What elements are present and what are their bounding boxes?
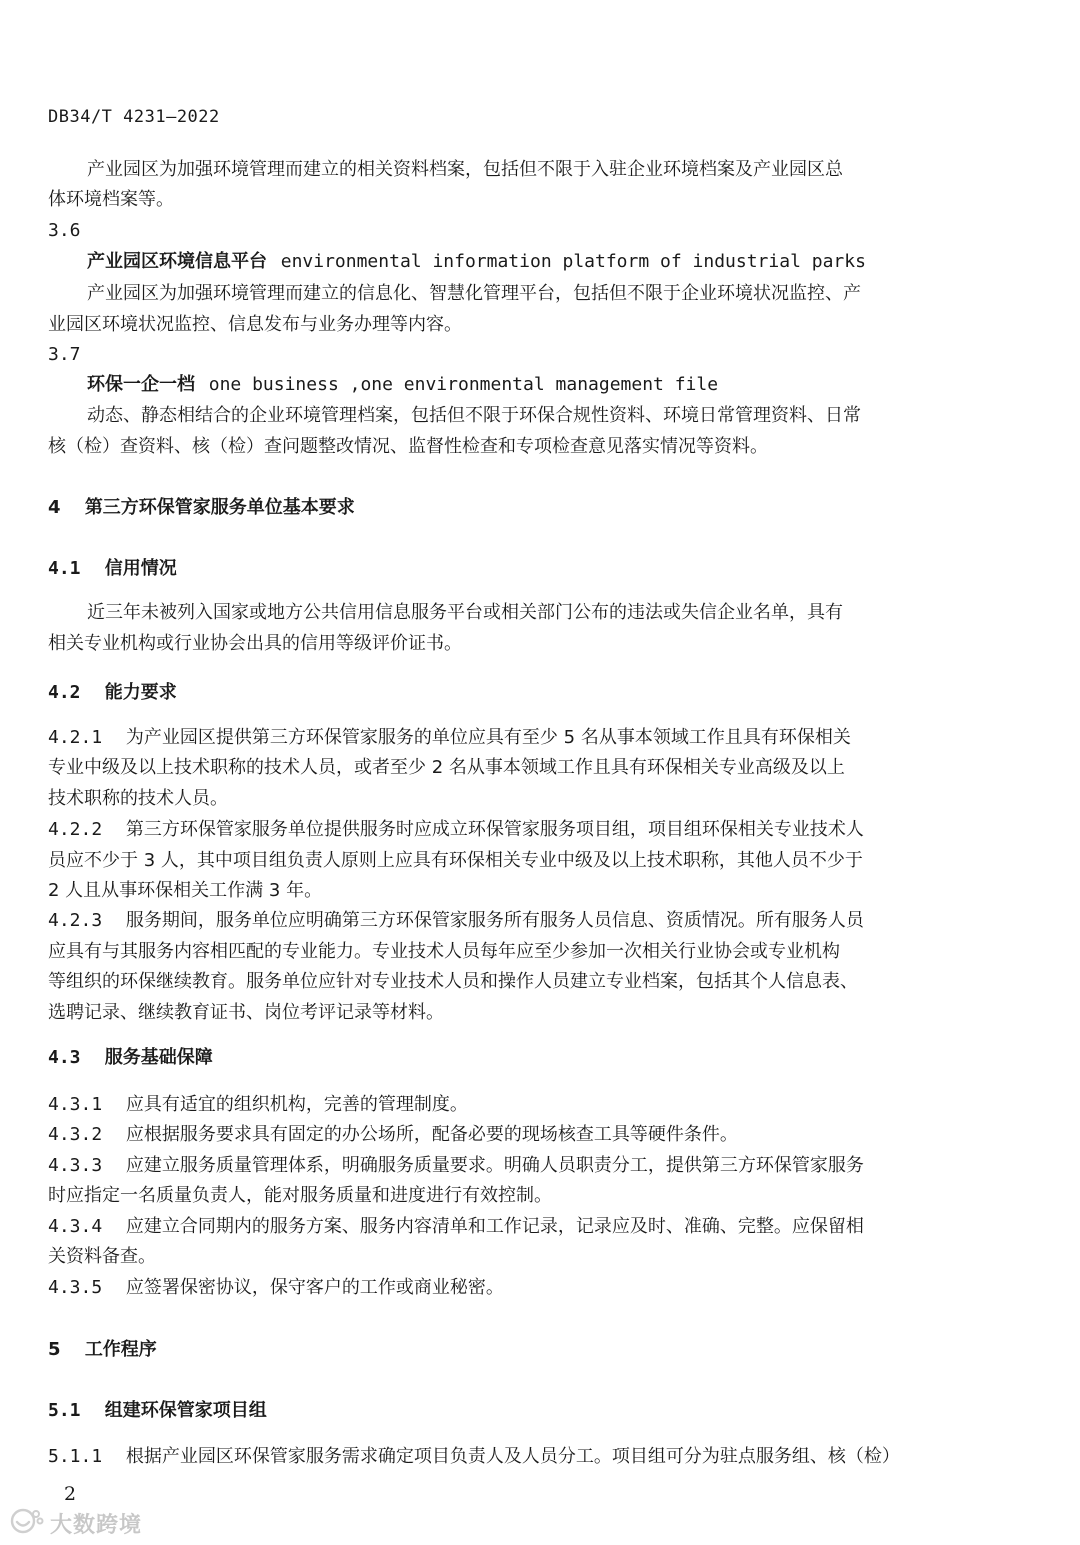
paragraph-line: 核（检）查资料、核（检）查问题整改情况、监督性检查和专项检查意见落实情况等资料。 — [48, 436, 768, 457]
paragraph-line: 关资料备查。 — [48, 1246, 156, 1267]
clause-number: 4.3.5 — [48, 1277, 103, 1298]
paragraph-line: 相关专业机构或行业协会出具的信用等级评价证书。 — [48, 633, 462, 654]
clause-4-2-2 — [48, 818, 864, 842]
paragraph-line: 时应指定一名质量负责人，能对服务质量和进度进行有效控制。 — [48, 1185, 552, 1206]
clause-text: 服务期间，服务单位应明确第三方环保管家服务所有服务人员信息、资质情况。所有服务人员 — [125, 910, 864, 931]
section-number: 4.2 — [48, 682, 81, 703]
paragraph-line: 体环境档案等。 — [48, 189, 174, 210]
section-heading-4 — [48, 496, 355, 520]
section-title: 信用情况 — [104, 558, 177, 579]
section-number: 4 — [48, 497, 61, 518]
clause-4-3-5 — [48, 1276, 504, 1300]
clause-text: 第三方环保管家服务单位提供服务时应成立环保管家服务项目组，项目组环保相关专业技术人 — [125, 819, 864, 840]
term-3-7 — [87, 373, 718, 397]
section-number: 4.3 — [48, 1047, 81, 1068]
clause-text: 应签署保密协议，保守客户的工作或商业秘密。 — [125, 1277, 504, 1298]
clause-text: 应具有适宜的组织机构，完善的管理制度。 — [125, 1094, 468, 1115]
paragraph-line: 近三年未被列入国家或地方公共信用信息服务平台或相关部门公布的违法或失信企业名单，具有 — [87, 602, 843, 623]
watermark — [10, 1508, 142, 1538]
clause-text: 应建立合同期内的服务方案、服务内容清单和工作记录，记录应及时、准确、完整。应保留相 — [125, 1216, 864, 1237]
clause-text: 根据产业园区环保管家服务需求确定项目负责人及人员分工。项目组可分为驻点服务组、核（检） — [125, 1446, 900, 1467]
clause-number: 4.3.4 — [48, 1216, 103, 1237]
term-3-6 — [87, 250, 866, 274]
clause-number: 4.3.1 — [48, 1094, 103, 1115]
paragraph-line: 产业园区为加强环境管理而建立的相关资料档案，包括但不限于入驻企业环境档案及产业园区总 — [87, 159, 843, 180]
section-heading-5 — [48, 1338, 157, 1362]
paragraph-line: 员应不少于 3 人，其中项目组负责人原则上应具有环保相关专业中级及以上技术职称，其他人员不少于 — [48, 850, 863, 871]
clause-number: 4.2.3 — [48, 910, 103, 931]
clause-text: 应根据服务要求具有固定的办公场所，配备必要的现场核查工具等硬件条件。 — [125, 1124, 738, 1145]
section-heading-4-2 — [48, 681, 177, 705]
clause-number-3-6: 3.6 — [48, 220, 81, 241]
clause-text: 应建立服务质量管理体系，明确服务质量要求。明确人员职责分工，提供第三方环保管家服务 — [125, 1155, 864, 1176]
clause-4-3-2 — [48, 1123, 738, 1147]
section-heading-4-1 — [48, 557, 177, 581]
term-cn: 环保一企一档 — [87, 374, 195, 395]
term-en: environmental information platform of industrial parks — [280, 251, 866, 272]
document-code-header: DB34/T 4231—2022 — [48, 107, 220, 127]
clause-5-1-1 — [48, 1445, 900, 1469]
paragraph-line: 产业园区为加强环境管理而建立的信息化、智慧化管理平台，包括但不限于企业环境状况监控、产 — [87, 283, 861, 304]
clause-number: 4.2.2 — [48, 819, 103, 840]
section-number: 4.1 — [48, 558, 81, 579]
clause-number: 4.3.3 — [48, 1155, 103, 1176]
clause-number: 4.3.2 — [48, 1124, 103, 1145]
clause-text: 为产业园区提供第三方环保管家服务的单位应具有至少 5 名从事本领域工作且具有环保相关 — [125, 727, 851, 748]
section-title: 能力要求 — [104, 682, 177, 703]
section-title: 工作程序 — [84, 1339, 157, 1360]
clause-4-3-4 — [48, 1215, 864, 1239]
smile-logo-icon — [10, 1508, 44, 1538]
term-en: one business ,one environmental management file — [208, 374, 719, 395]
paragraph-line: 专业中级及以上技术职称的技术人员，或者至少 2 名从事本领域工作且具有环保相关专业高级及以上 — [48, 757, 845, 778]
section-title: 第三方环保管家服务单位基本要求 — [84, 497, 355, 518]
section-heading-5-1 — [48, 1399, 267, 1423]
watermark-text: 大数跨境 — [50, 1512, 143, 1538]
paragraph-line: 应具有与其服务内容相匹配的专业能力。专业技术人员每年应至少参加一次相关行业协会或专业机构 — [48, 941, 840, 962]
section-title: 服务基础保障 — [104, 1047, 213, 1068]
clause-number: 5.1.1 — [48, 1446, 103, 1467]
clause-number: 4.2.1 — [48, 727, 103, 748]
clause-4-2-3 — [48, 909, 864, 933]
section-title: 组建环保管家项目组 — [104, 1400, 267, 1421]
paragraph-line: 等组织的环保继续教育。服务单位应针对专业技术人员和操作人员建立专业档案，包括其个人信息表、 — [48, 971, 858, 992]
clause-number-3-7: 3.7 — [48, 344, 81, 365]
page-number: 2 — [64, 1483, 77, 1505]
clause-4-3-3 — [48, 1154, 864, 1178]
section-heading-4-3 — [48, 1046, 213, 1070]
clause-4-2-1 — [48, 726, 851, 750]
section-number: 5 — [48, 1339, 61, 1360]
paragraph-line: 业园区环境状况监控、信息发布与业务办理等内容。 — [48, 314, 462, 335]
paragraph-line: 选聘记录、继续教育证书、岗位考评记录等材料。 — [48, 1002, 444, 1023]
section-number: 5.1 — [48, 1400, 81, 1421]
term-cn: 产业园区环境信息平台 — [87, 251, 267, 272]
clause-4-3-1 — [48, 1093, 468, 1117]
paragraph-line: 动态、静态相结合的企业环境管理档案，包括但不限于环保合规性资料、环境日常管理资料、日常 — [87, 405, 861, 426]
paragraph-line: 技术职称的技术人员。 — [48, 788, 228, 809]
paragraph-line: 2 人且从事环保相关工作满 3 年。 — [48, 880, 323, 901]
